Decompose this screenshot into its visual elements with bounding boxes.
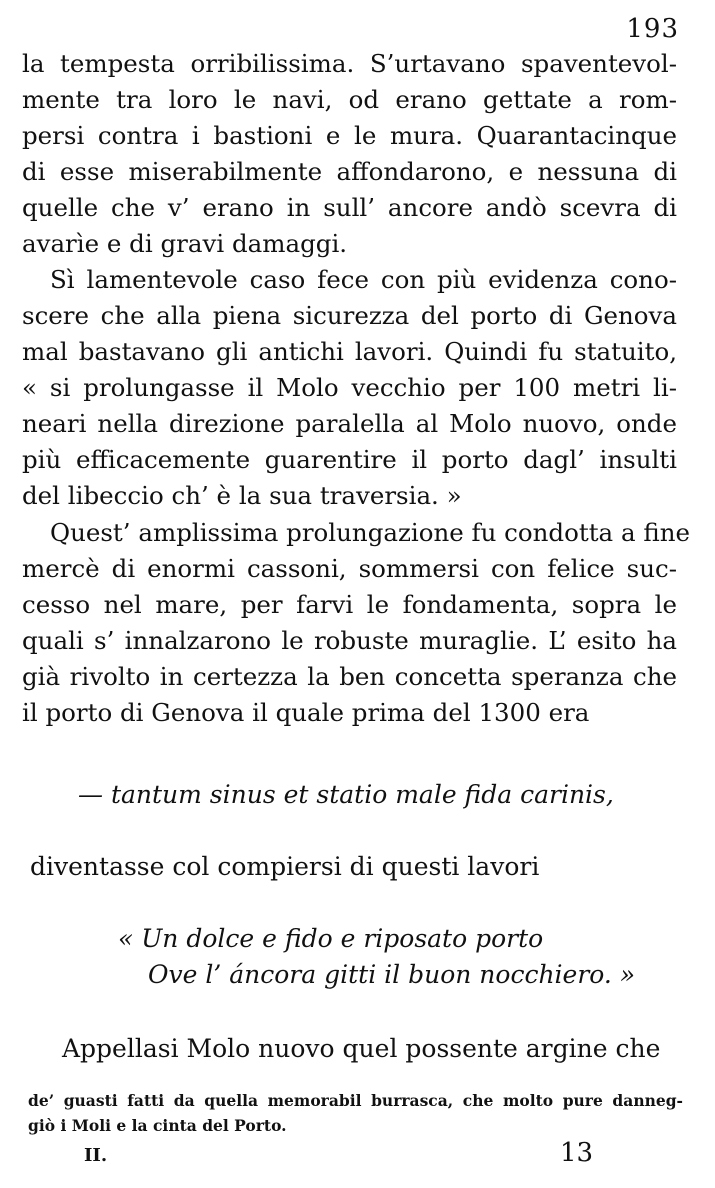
verse-line-2: Ove l’ áncora gitti il buon nocchiero. » [148, 960, 636, 989]
text-line: quali s’ innalzarono le robuste muraglie. L’ esito ha [22, 626, 677, 655]
text-line: avarìe e di gravi damaggi. [22, 229, 348, 258]
final-line: Appellasi Molo nuovo quel possente argine che [62, 1034, 661, 1063]
text-line: la tempesta orribilissima. S’urtavano spaventevol- [22, 49, 677, 78]
text-line: cesso nel mare, per farvi le fondamenta, sopra le [22, 590, 677, 619]
text-line: « si prolungasse il Molo vecchio per 100 metri li- [22, 373, 677, 402]
paragraph-3 [22, 515, 690, 731]
text-line: mente tra loro le navi, od erano gettate a rom- [22, 85, 677, 114]
text-line: mercè di enormi cassoni, sommersi con felice suc- [22, 554, 677, 583]
text-line: neari nella direzione paralella al Molo nuovo, onde [22, 409, 677, 438]
text-line: già rivolto in certezza la ben concetta speranza che [22, 662, 677, 691]
text-line: il porto di Genova il quale prima del 1300 era [22, 698, 590, 727]
text-line: mal bastavano gli antichi lavori. Quindi fu statuito, [22, 337, 677, 366]
page-number: 193 [626, 14, 679, 44]
text-line: quelle che v’ erano in sull’ ancore andò scevra di [22, 193, 677, 222]
footnote-line: de’ guasti fatti da quella memorabil burrasca, che molto pure danneg- [28, 1091, 683, 1110]
latin-quote: — tantum sinus et statio male fida carinis, [78, 780, 614, 809]
text-line: scere che alla piena sicurezza del porto di Genova [22, 301, 677, 330]
paragraph-2 [22, 262, 677, 514]
paragraph-1 [22, 46, 677, 262]
continuation-line: diventasse col compiersi di questi lavori [30, 852, 540, 881]
footnote [28, 1088, 683, 1138]
text-line: Quest’ amplissima prolungazione fu condotta a fine [50, 518, 690, 547]
signature-mark: II. [84, 1145, 108, 1166]
footnote-line: giò i Moli e la cinta del Porto. [28, 1116, 287, 1135]
text-line: più efficacemente guarentire il porto dagl’ insulti [22, 445, 677, 474]
verse-line-1: « Un dolce e fido e riposato porto [118, 924, 544, 953]
text-line: del libeccio ch’ è la sua traversia. » [22, 481, 462, 510]
sheet-number: 13 [560, 1138, 594, 1168]
text-line: persi contra i bastioni e le mura. Quarantacinque [22, 121, 677, 150]
text-line: Sì lamentevole caso fece con più evidenza cono- [50, 265, 677, 294]
text-line: di esse miserabilmente affondarono, e nessuna di [22, 157, 677, 186]
